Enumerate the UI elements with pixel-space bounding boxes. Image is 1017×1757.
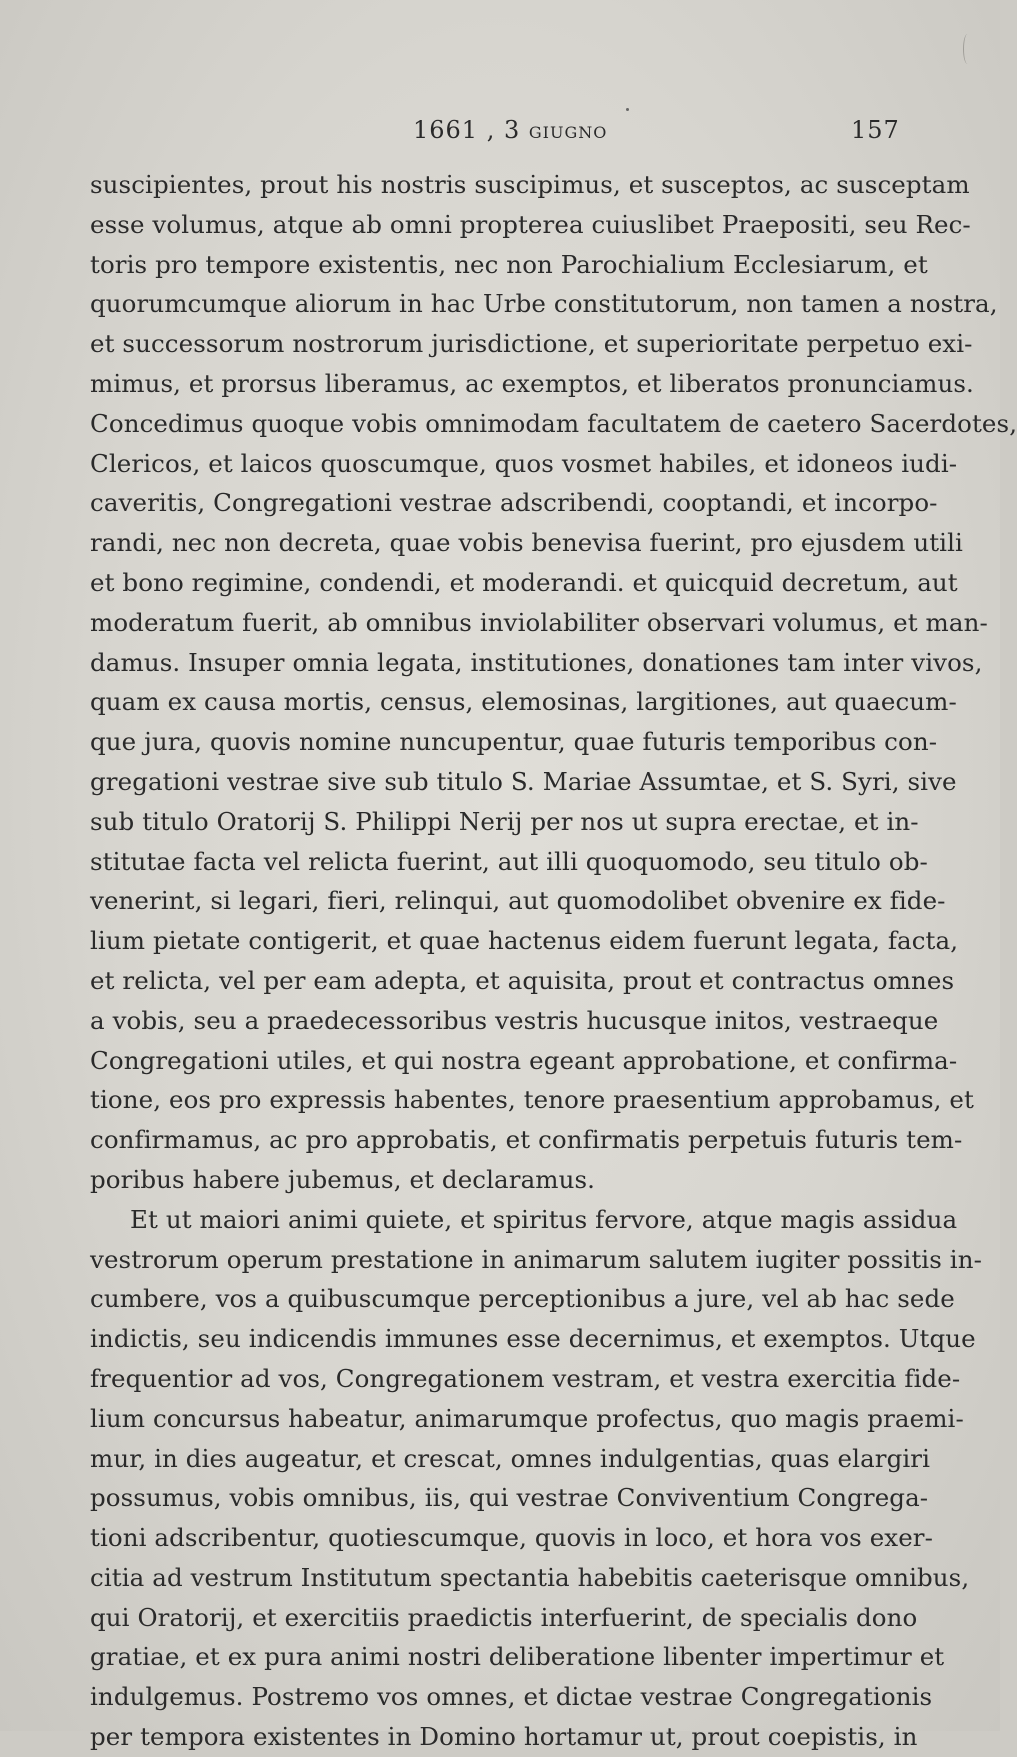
text-line: randi, nec non decreta, quae vobis benevisa fuerint, pro ejusdem utili (90, 528, 963, 558)
text-line: suscipientes, prout his nostris suscipimus, et susceptos, ac susceptam (90, 170, 970, 199)
text-line: lium concursus habeatur, animarumque profectus, quo magis praemi- (90, 1403, 964, 1433)
text-line: damus. Insuper omnia legata, institutiones, donationes tam inter vivos, (90, 647, 983, 677)
text-line: mur, in dies augeatur, et crescat, omnes indulgentias, quas elargiri (90, 1443, 931, 1473)
text-line: et successorum nostrorum jurisdictione, et superioritate perpetuo exi- (90, 329, 973, 359)
text-line: gregationi vestrae sive sub titulo S. Mariae Assumtae, et S. Syri, sive (90, 766, 957, 796)
text-line: vestrorum operum prestatione in animarum salutem iugiter possitis in- (90, 1244, 982, 1274)
text-line: indulgemus. Postremo vos omnes, et dictae vestrae Congregationis (90, 1682, 933, 1712)
paragraph-end-line: poribus habere jubemus, et declaramus. (90, 1164, 596, 1194)
text-line: a vobis, seu a praedecessoribus vestris hucusque initos, vestraeque (90, 1005, 939, 1035)
text-line: mimus, et prorsus liberamus, ac exemptos, et liberatos pronunciamus. (90, 368, 974, 398)
body-text (90, 165, 1017, 1757)
text-line: et relicta, vel per eam adepta, et aquisita, prout et contractus omnes (90, 965, 955, 995)
text-line: sub titulo Oratorij S. Philippi Nerij per nos ut supra erectae, et in- (90, 806, 919, 836)
text-line: Concedimus quoque vobis omnimodam facultatem de caetero Sacerdotes, (90, 408, 1017, 438)
page-edge-mark (963, 34, 972, 64)
running-head (0, 112, 1000, 152)
ink-dot (626, 108, 629, 111)
paragraph-start-line: Et ut maiori animi quiete, et spiritus fervore, atque magis assidua (130, 1204, 958, 1234)
text-line: Congregationi utiles, et qui nostra egeant approbatione, et confirma- (90, 1045, 958, 1075)
text-line: quam ex causa mortis, census, elemosinas, largitiones, aut quaecum- (90, 687, 957, 717)
text-line: Clericos, et laicos quoscumque, quos vosmet habiles, et idoneos iudi- (90, 448, 958, 478)
text-line: per tempora existentes in Domino hortamur ut, prout coepistis, in (90, 1722, 918, 1752)
text-line: et bono regimine, condendi, et moderandi. et quicquid decretum, aut (90, 567, 958, 597)
text-line: stitutae facta vel relicta fuerint, aut illi quoquomodo, seu titulo ob- (90, 846, 928, 876)
text-line: qui Oratorij, et exercitiis praedictis interfuerint, de specialis dono (90, 1602, 918, 1632)
text-line: esse volumus, atque ab omni propterea cuiuslibet Praepositi, seu Rec- (90, 209, 971, 239)
page-number: 157 (851, 116, 900, 144)
text-line: frequentior ad vos, Congregationem vestram, et vestra exercitia fide- (90, 1363, 961, 1393)
text-line: tioni adscribentur, quotiescumque, quovis in loco, et hora vos exer- (90, 1523, 933, 1553)
text-line: possumus, vobis omnibus, iis, qui vestrae Conviventium Congrega- (90, 1483, 929, 1513)
text-line: venerint, si legari, fieri, relinqui, aut quomodolibet obvenire ex fide- (90, 886, 946, 916)
text-line: moderatum fuerit, ab omnibus inviolabiliter observari volumus, et man- (90, 607, 988, 637)
text-line: cumbere, vos a quibuscumque perceptionibus a jure, vel ab hac sede (90, 1284, 955, 1314)
running-head-title (413, 116, 607, 144)
text-line: gratiae, et ex pura animi nostri deliberatione libenter impertimur et (90, 1642, 945, 1672)
text-line: lium pietate contigerit, et quae hactenus eidem fuerunt legata, facta, (90, 926, 959, 956)
text-line: citia ad vestrum Institutum spectantia habebitis caeterisque omnibus, (90, 1562, 970, 1592)
text-line: toris pro tempore existentis, nec non Parochialium Ecclesiarum, et (90, 249, 928, 279)
running-head-month: GIUGNO (528, 123, 608, 142)
text-line: indictis, seu indicendis immunes esse decernimus, et exemptos. Utque (90, 1324, 976, 1354)
text-line: tione, eos pro expressis habentes, tenore praesentium approbamus, et (90, 1085, 974, 1115)
text-line: que jura, quovis nomine nuncupentur, quae futuris temporibus con- (90, 727, 938, 757)
text-line: quorumcumque aliorum in hac Urbe constitutorum, non tamen a nostra, (90, 289, 998, 319)
running-head-date: 1661 , 3 (413, 116, 521, 144)
text-line: caveritis, Congregationi vestrae adscribendi, cooptandi, et incorpo- (90, 488, 938, 518)
text-line: confirmamus, ac pro approbatis, et confirmatis perpetuis futuris tem- (90, 1125, 963, 1155)
